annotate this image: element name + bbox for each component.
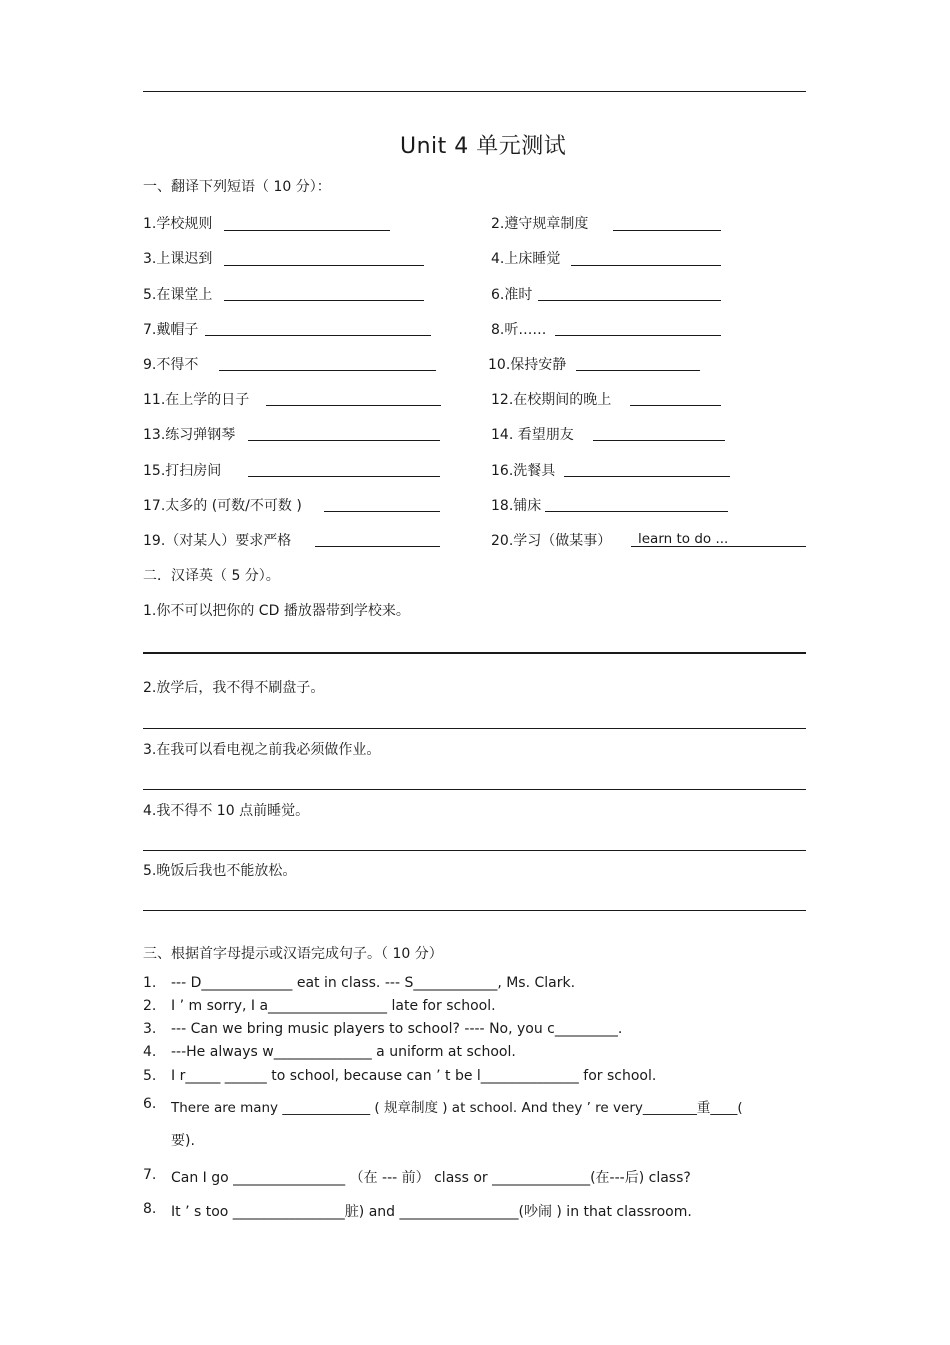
phrase-item-16: 16.洗餐具 [491,463,556,479]
answer-blank-14[interactable] [593,440,725,441]
answer-blank-18[interactable] [545,511,728,512]
translate-item-5: 5.晚饭后我也不能放松。 [143,863,297,879]
sentence-num-3: 3. [143,1021,157,1037]
sentence-5: I r_____ ______ to school, because can ’ t be l______________ for school. [171,1068,657,1084]
phrase-item-19: 19.（对某人）要求严格 [143,533,292,549]
phrase-item-17: 17.太多的 (可数/不可数 ) [143,498,302,514]
sentence-num-7: 7. [143,1167,157,1183]
phrase-item-12: 12.在校期间的晚上 [491,392,612,408]
sentence-num-1: 1. [143,975,157,991]
translate-item-4: 4.我不得不 10 点前睡觉。 [143,803,310,819]
sentence-2: I ’ m sorry, I a_________________ late for school. [171,998,496,1014]
answer-blank-20[interactable] [631,546,806,547]
phrase-item-10: 10.保持安静 [488,357,567,373]
phrase-item-4: 4.上床睡觉 [491,251,561,267]
answer-blank-11[interactable] [266,405,441,406]
sentence-num-4: 4. [143,1044,157,1060]
answer-blank-5[interactable] [224,300,424,301]
sentence-num-5: 5. [143,1068,157,1084]
answer-blank-8[interactable] [555,335,721,336]
phrase-item-6: 6.准时 [491,287,533,303]
sentence-4: ---He always w______________ a uniform at school. [171,1044,516,1060]
translate-line-5[interactable] [143,910,806,911]
phrase-item-7: 7.戴帽子 [143,322,199,338]
sentence-6-cont: 要). [171,1133,195,1149]
answer-blank-2[interactable] [613,230,721,231]
sentence-7: Can I go ________________ （在 --- 前） class or ______________(在---后) class? [171,1170,691,1186]
answer-blank-6[interactable] [538,300,721,301]
answer-blank-19[interactable] [315,546,440,547]
answer-blank-4[interactable] [571,265,721,266]
sentence-1: --- D_____________ eat in class. --- S____________, Ms. Clark. [171,975,576,991]
translate-item-2: 2.放学后，我不得不刷盘子。 [143,680,325,696]
translate-line-2[interactable] [143,728,806,729]
phrase-item-5: 5.在课堂上 [143,287,213,303]
phrase-item-8: 8.听…… [491,322,547,338]
phrase-item-11: 11.在上学的日子 [143,392,250,408]
phrase-item-14: 14. 看望朋友 [491,427,574,443]
section3-heading: 三、根据首字母提示或汉语完成句子。（ 10 分） [143,946,443,962]
answer-blank-17[interactable] [324,511,440,512]
phrase-item-3: 3.上课迟到 [143,251,213,267]
phrase-item-1: 1.学校规则 [143,216,213,232]
answer-blank-15[interactable] [248,476,440,477]
phrase-item-18: 18.铺床 [491,498,542,514]
translate-line-3[interactable] [143,789,806,790]
phrase-item-13: 13.练习弹钢琴 [143,427,236,443]
answer-blank-13[interactable] [248,440,440,441]
translate-item-1: 1.你不可以把你的 CD 播放器带到学校来。 [143,603,410,619]
answer-blank-3[interactable] [224,265,424,266]
phrase-item-2: 2.遵守规章制度 [491,216,589,232]
translate-line-4[interactable] [143,850,806,851]
translate-item-3: 3.在我可以看电视之前我必须做作业。 [143,742,381,758]
translate-line-1[interactable] [143,652,806,654]
section1-heading: 一、翻译下列短语（ 10 分）： [143,179,331,195]
answer-blank-7[interactable] [205,335,431,336]
phrase-item-15: 15.打扫房间 [143,463,222,479]
top-rule [143,91,806,92]
answer-blank-9[interactable] [219,370,436,371]
sentence-num-2: 2. [143,998,157,1014]
sentence-num-8: 8. [143,1201,157,1217]
phrase-item-9: 9.不得不 [143,357,199,373]
answer-blank-1[interactable] [224,230,390,231]
sentence-3: --- Can we bring music players to school? ---- No, you c_________. [171,1021,623,1037]
sentence-num-6: 6. [143,1096,157,1112]
answer-example-20: learn to do ... [638,531,729,547]
answer-blank-10[interactable] [576,370,700,371]
page-title: Unit 4 单元测试 [400,134,567,159]
sentence-8: It ’ s too ________________脏) and _________________(吵闹 ) in that classroom. [171,1204,692,1220]
answer-blank-12[interactable] [630,405,721,406]
answer-blank-16[interactable] [564,476,730,477]
section2-heading: 二．汉译英（ 5 分）。 [143,568,280,584]
phrase-item-20: 20.学习（做某事） [491,533,612,549]
sentence-6: There are many _____________ ( 规章制度 ) at school. And they ’ re very________重____( [171,1100,743,1116]
